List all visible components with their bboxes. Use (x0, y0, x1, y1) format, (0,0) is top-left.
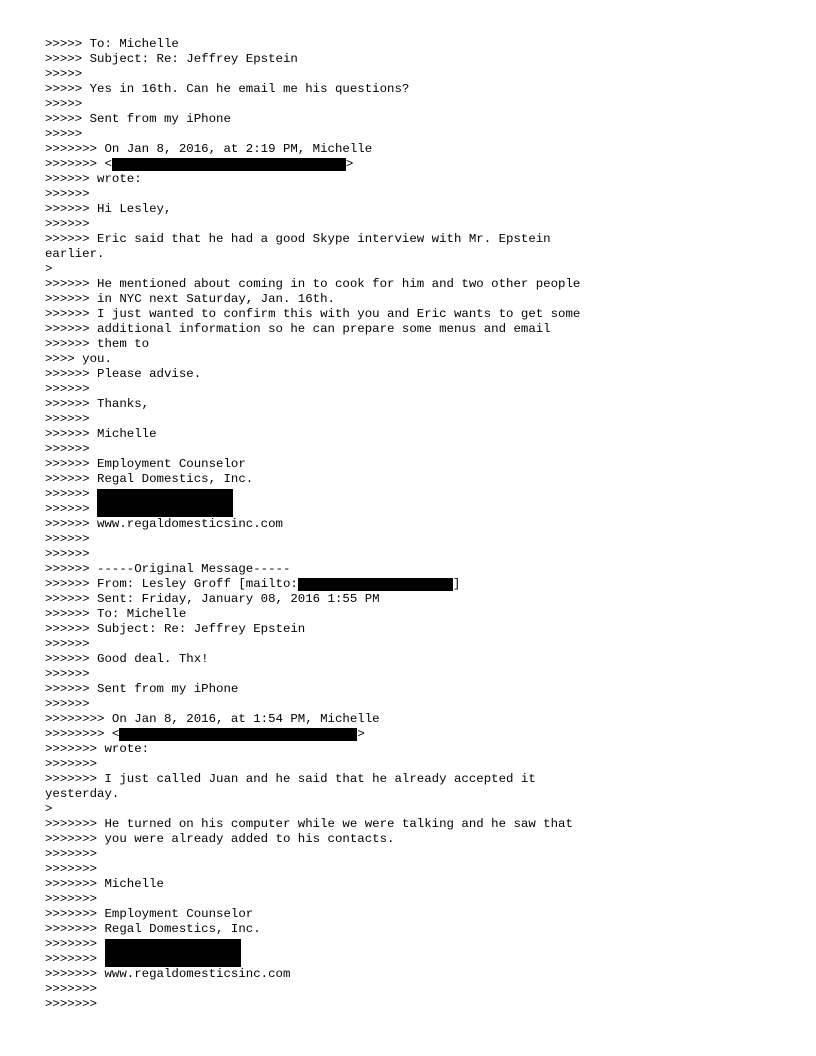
email-line (45, 127, 580, 142)
line-text: >>>>>> -----Original Message----- (45, 562, 291, 576)
line-text: >>>>> Subject: Re: Jeffrey Epstein (45, 52, 298, 66)
line-text: >>>>>> additional information so he can prepare some menus and email (45, 322, 551, 336)
email-line (45, 817, 580, 832)
email-line (45, 292, 580, 307)
redaction-bar (97, 489, 233, 517)
line-text: >>>>>> Subject: Re: Jeffrey Epstein (45, 622, 306, 636)
line-text: >>>>>> Thanks, (45, 397, 150, 411)
line-text: >>>>>> To: Michelle (45, 607, 187, 621)
line-text: >>>>>> (45, 487, 98, 501)
line-text: >>>>> To: Michelle (45, 37, 179, 51)
email-line (45, 37, 580, 52)
email-line (45, 427, 580, 442)
line-text: > (45, 802, 53, 816)
email-line (45, 412, 580, 427)
line-text: >>>>>> wrote: (45, 172, 142, 186)
line-text: >>>>> (45, 127, 83, 141)
line-text: >>>>>>> I just called Juan and he said that he already accepted it (45, 772, 536, 786)
line-text: >>>>>> (45, 667, 90, 681)
line-text: >>>>>> them to (45, 337, 150, 351)
line-text: >>>>>> www.regaldomesticsinc.com (45, 517, 283, 531)
email-line (45, 397, 580, 412)
line-text: >>>>>>> wrote: (45, 742, 150, 756)
line-text: >>>>>> Michelle (45, 427, 157, 441)
email-line (45, 172, 580, 187)
line-text: >>>>>>> (45, 982, 98, 996)
email-line (45, 862, 580, 877)
line-text: >>>>>>> < (45, 157, 112, 171)
email-thread-body (45, 37, 580, 1012)
line-text: >>>>>>> (45, 952, 98, 966)
line-text: >>>>>> Eric said that he had a good Skype interview with Mr. Epstein (45, 232, 551, 246)
email-line (45, 802, 580, 817)
email-line (45, 352, 580, 367)
line-text: >>>>>> (45, 697, 90, 711)
email-line (45, 742, 580, 757)
line-text: > (345, 157, 354, 171)
email-line (45, 337, 580, 352)
email-line (45, 757, 580, 772)
line-text: earlier. (45, 247, 105, 261)
email-line (45, 322, 580, 337)
email-line (45, 217, 580, 232)
line-text: >>>>>> Employment Counselor (45, 457, 246, 471)
email-line (45, 997, 580, 1012)
email-line (45, 922, 580, 937)
email-line (45, 487, 580, 502)
email-line (45, 907, 580, 922)
redaction-bar (105, 939, 241, 967)
line-text: >>>>>>> (45, 757, 98, 771)
email-line (45, 52, 580, 67)
email-line (45, 532, 580, 547)
email-line (45, 682, 580, 697)
email-line (45, 592, 580, 607)
email-line (45, 772, 580, 787)
email-line (45, 982, 580, 997)
line-text: >>>>>>> On Jan 8, 2016, at 2:19 PM, Michelle (45, 142, 373, 156)
line-text: >>>>> (45, 97, 83, 111)
line-text: > (357, 727, 365, 741)
email-line (45, 202, 580, 217)
line-text: >>>>>>> (45, 847, 98, 861)
line-text: >>>> you. (45, 352, 112, 366)
email-line (45, 517, 580, 532)
redaction-bar (298, 578, 453, 591)
email-line (45, 937, 580, 952)
email-line (45, 832, 580, 847)
line-text: >>>>> Sent from my iPhone (45, 112, 231, 126)
line-text: >>>>>> (45, 547, 90, 561)
email-line (45, 442, 580, 457)
line-text: >>>>>>>> < (45, 727, 120, 741)
line-text: >>>>>> Good deal. Thx! (45, 652, 209, 666)
line-text: >>>>>> (45, 217, 90, 231)
line-text: >>>>>> Regal Domestics, Inc. (45, 472, 254, 486)
line-text: >>>>> Yes in 16th. Can he email me his questions? (45, 82, 410, 96)
email-line (45, 712, 580, 727)
email-line (45, 697, 580, 712)
line-text: >>>>>>>> On Jan 8, 2016, at 1:54 PM, Michelle (45, 712, 380, 726)
email-line (45, 577, 580, 592)
line-text: >>>>>> (45, 412, 90, 426)
line-text: >>>>> (45, 67, 83, 81)
line-text: > (45, 262, 53, 276)
email-line (45, 727, 580, 742)
email-line (45, 847, 580, 862)
email-line (45, 622, 580, 637)
email-line (45, 637, 580, 652)
line-text: >>>>>> From: Lesley Groff [mailto: (45, 577, 298, 591)
line-text: >>>>>>> Michelle (45, 877, 164, 891)
email-line (45, 187, 580, 202)
email-line (45, 262, 580, 277)
email-line (45, 877, 580, 892)
line-text: >>>>>> (45, 502, 90, 516)
email-line (45, 82, 580, 97)
email-line (45, 232, 580, 247)
line-text: >>>>>> Hi Lesley, (45, 202, 172, 216)
line-text: >>>>>>> Regal Domestics, Inc. (45, 922, 261, 936)
line-text: >>>>>> I just wanted to confirm this with you and Eric wants to get some (45, 307, 581, 321)
email-line (45, 562, 580, 577)
line-text: >>>>>>> you were already added to his contacts. (45, 832, 395, 846)
line-text: >>>>>> in NYC next Saturday, Jan. 16th. (45, 292, 335, 306)
email-line (45, 472, 580, 487)
line-text: >>>>>>> (45, 892, 98, 906)
line-text: >>>>>> (45, 637, 90, 651)
email-line (45, 247, 580, 262)
redaction-bar (119, 728, 357, 741)
email-line (45, 97, 580, 112)
email-line (45, 382, 580, 397)
line-text: >>>>>> Please advise. (45, 367, 202, 381)
email-line (45, 967, 580, 982)
line-text: >>>>>>> He turned on his computer while we were talking and he saw that (45, 817, 573, 831)
email-line (45, 607, 580, 622)
email-line (45, 277, 580, 292)
line-text: >>>>>> (45, 382, 90, 396)
email-line (45, 652, 580, 667)
email-line (45, 142, 580, 157)
email-line (45, 667, 580, 682)
line-text: >>>>>>> Employment Counselor (45, 907, 254, 921)
line-text: >>>>>> He mentioned about coming in to cook for him and two other people (45, 277, 581, 291)
line-text: >>>>>>> (45, 997, 98, 1011)
email-line (45, 367, 580, 382)
line-text: >>>>>>> www.regaldomesticsinc.com (45, 967, 291, 981)
email-line (45, 112, 580, 127)
line-text: >>>>>> Sent from my iPhone (45, 682, 239, 696)
email-line (45, 787, 580, 802)
line-text: >>>>>>> (45, 862, 98, 876)
line-text: >>>>>> Sent: Friday, January 08, 2016 1:55 PM (45, 592, 380, 606)
line-text: ] (452, 577, 461, 591)
email-line (45, 67, 580, 82)
email-line (45, 157, 580, 172)
line-text: >>>>>> (45, 532, 90, 546)
email-line (45, 892, 580, 907)
email-line (45, 547, 580, 562)
line-text: yesterday. (45, 787, 120, 801)
email-line (45, 457, 580, 472)
line-text: >>>>>>> (45, 937, 105, 951)
line-text: >>>>>> (45, 187, 90, 201)
redaction-bar (112, 158, 346, 171)
line-text: >>>>>> (45, 442, 90, 456)
email-line (45, 307, 580, 322)
